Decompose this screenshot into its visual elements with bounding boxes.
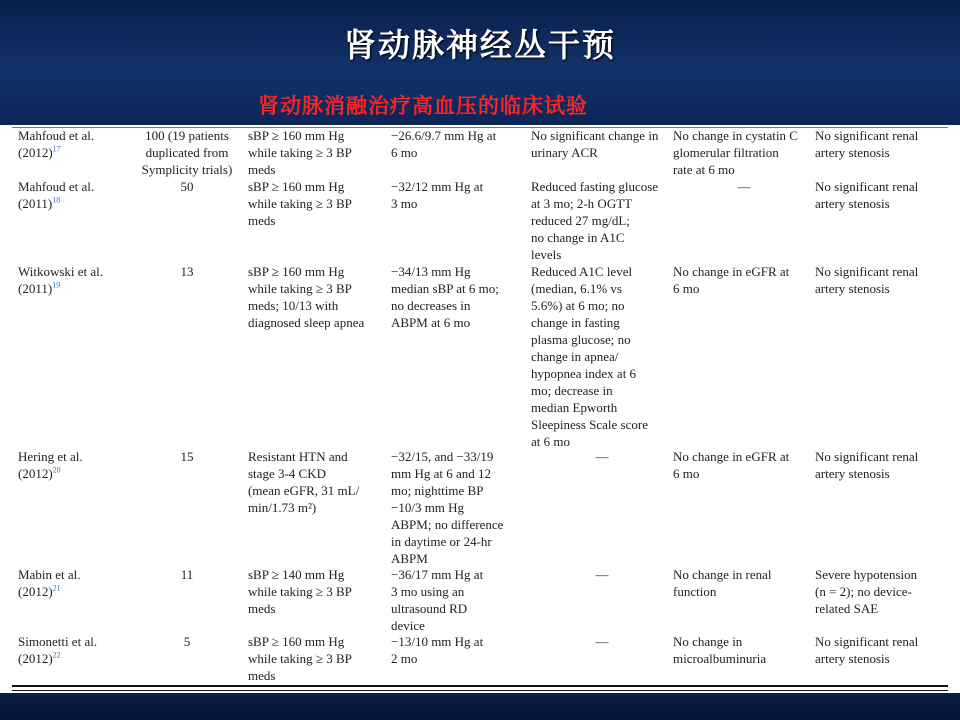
population-cell: sBP ≥ 140 mm Hg while taking ≥ 3 BP meds (248, 567, 352, 616)
bp-change-cell: −34/13 mm Hg median sBP at 6 mo; no decreases in ABPM at 6 mo (391, 264, 499, 330)
reference-link[interactable]: 17 (52, 144, 61, 154)
population-cell: Resistant HTN and stage 3-4 CKD (mean eGFR, 31 mL/ min/1.73 m²) (248, 449, 360, 515)
renal-function-cell: No change in cystatin C glomerular filtration rate at 6 mo (673, 128, 798, 177)
renal-function-cell: No change in renal function (673, 567, 772, 599)
footer-band (0, 693, 960, 720)
metabolic-cell: — (595, 567, 609, 582)
table-bottom-rule (12, 685, 948, 687)
safety-cell: No significant renal artery stenosis (815, 179, 919, 211)
reference-link[interactable]: 18 (52, 195, 61, 205)
renal-function-cell: No change in microalbuminuria (673, 634, 767, 666)
slide-subtitle: 肾动脉消融治疗高血压的临床试验 (258, 94, 588, 118)
study-cell: Mahfoud et al. (2011)$^{18}$ (18, 179, 95, 211)
safety-cell: No significant renal artery stenosis (815, 264, 919, 296)
study-cell: Witkowski et al. (2011)$^{19}$ (18, 264, 104, 296)
n-cell: 11 (180, 567, 194, 582)
n-cell: 5 (183, 634, 191, 649)
population-cell: sBP ≥ 160 mm Hg while taking ≥ 3 BP meds (248, 634, 352, 683)
study-cell: Simonetti et al. (2012)$^{22}$ (18, 634, 98, 666)
n-cell: 50 (180, 179, 194, 194)
bp-change-cell: −26.6/9.7 mm Hg at 6 mo (391, 128, 497, 160)
renal-function-cell: — (737, 179, 751, 194)
bp-change-cell: −32/12 mm Hg at 3 mo (391, 179, 484, 211)
safety-cell: No significant renal artery stenosis (815, 634, 919, 666)
renal-function-cell: No change in eGFR at 6 mo (673, 449, 790, 481)
metabolic-cell: Reduced fasting glucose at 3 mo; 2-h OGTT reduced 27 mg/dL; no change in A1C levels (531, 179, 659, 262)
reference-link[interactable]: 22 (52, 650, 61, 660)
safety-cell: No significant renal artery stenosis (815, 128, 919, 160)
bp-change-cell: −13/10 mm Hg at 2 mo (391, 634, 484, 666)
study-cell: Mahfoud et al. (2012)$^{17}$ (18, 128, 95, 160)
reference-link[interactable]: 20 (52, 465, 61, 475)
slide-title: 肾动脉神经丛干预 (343, 26, 616, 64)
population-cell: sBP ≥ 160 mm Hg while taking ≥ 3 BP meds (248, 128, 352, 177)
bp-change-cell: −32/15, and −33/19 mm Hg at 6 and 12 mo; nighttime BP −10/3 mm Hg ABPM; no difference in daytime or 24-hr ABPM (391, 449, 504, 566)
study-cell: Mabin et al. (2012)$^{21}$ (18, 567, 81, 599)
metabolic-cell: — (595, 449, 609, 464)
safety-cell: No significant renal artery stenosis (815, 449, 919, 481)
metabolic-cell: — (595, 634, 609, 649)
bp-change-cell: −36/17 mm Hg at 3 mo using an ultrasound RD device (391, 567, 484, 633)
table-bottom-rule (12, 690, 948, 691)
renal-function-cell: No change in eGFR at 6 mo (673, 264, 790, 296)
population-cell: sBP ≥ 160 mm Hg while taking ≥ 3 BP meds (248, 179, 352, 228)
n-cell: 13 (180, 264, 194, 279)
clinical-trials-table (0, 125, 960, 693)
safety-cell: Severe hypotension (n = 2); no device- related SAE (815, 567, 918, 616)
study-cell: Hering et al. (2012)$^{20}$ (18, 449, 83, 481)
reference-link[interactable]: 21 (52, 583, 61, 593)
population-cell: sBP ≥ 160 mm Hg while taking ≥ 3 BP meds; 10/13 with diagnosed sleep apnea (248, 264, 365, 330)
reference-link[interactable]: 19 (52, 280, 61, 290)
n-cell: 15 (180, 449, 194, 464)
n-cell: 100 (19 patients duplicated from Symplicity trials) (141, 128, 233, 177)
metabolic-cell: Reduced A1C level (median, 6.1% vs 5.6%) at 6 mo; no change in fasting plasma glucose; no change in apnea/ hypopnea index at 6 mo; decrease in median Epworth Sleepiness Scale score at 6 mo (531, 264, 648, 449)
metabolic-cell: No significant change in urinary ACR (531, 128, 659, 160)
